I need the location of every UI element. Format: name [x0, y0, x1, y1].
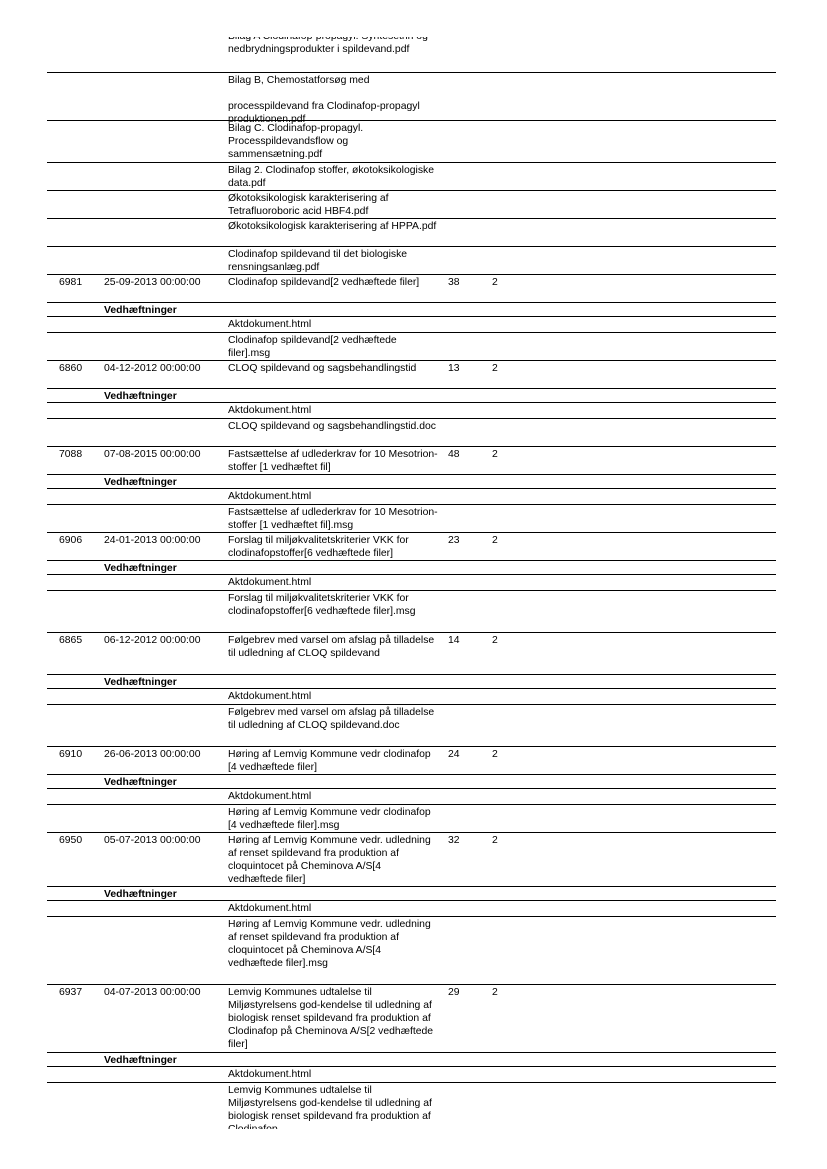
attachment-row [47, 592, 776, 634]
attachments-heading: Vedhæftninger [104, 1055, 177, 1066]
attachment-filename: Clodinafop spildevand[2 vedhæftede filer].msg [228, 335, 397, 359]
attachment-filename: Høring af Lemvig Kommune vedr. udledning af renset spildevand fra produktion af cloquintocet på Cheminova A/S[4 vedhæftede filer].msg [228, 919, 431, 969]
row-divider [47, 532, 776, 533]
row-divider [47, 474, 776, 475]
document-page-count: 29 [448, 987, 460, 998]
document-number: 2 [492, 987, 498, 998]
row-divider [47, 190, 776, 191]
attachments-header-row [47, 304, 776, 318]
attachment-row [47, 192, 776, 220]
attachment-row [47, 576, 776, 592]
attachment-row [47, 506, 776, 534]
attachment-row [47, 790, 776, 806]
document-number: 2 [492, 363, 498, 374]
row-divider [47, 832, 776, 833]
attachment-filename: Clodinafop spildevand til det biologiske rensningsanlæg.pdf [228, 249, 408, 273]
document-page-count: 48 [448, 449, 460, 460]
attachment-row [47, 902, 776, 918]
row-divider [47, 402, 776, 403]
attachments-header-row [47, 676, 776, 690]
attachment-filename: Aktdokument.html [228, 491, 312, 502]
row-divider [47, 332, 776, 333]
document-page-count: 13 [448, 363, 460, 374]
attachment-filename: Fastsættelse af udlederkrav for 10 Mesotrion-stoffer [1 vedhæftet fil].msg [228, 507, 438, 531]
document-id: 6860 [59, 363, 83, 374]
attachment-filename: Aktdokument.html [228, 405, 312, 416]
row-divider [47, 316, 776, 317]
document-title: Forslag til miljøkvalitetskriterier VKK for clodinafopstoffer[6 vedhæftede filer] [228, 535, 409, 559]
row-divider [47, 590, 776, 591]
document-id: 6950 [59, 835, 83, 846]
document-page-count: 32 [448, 835, 460, 846]
document-date: 04-07-2013 00:00:00 [104, 987, 201, 998]
row-divider [47, 886, 776, 887]
document-title: Følgebrev med varsel om afslag på tilladelse til udledning af CLOQ spildevand [228, 635, 435, 659]
attachment-filename: Lemvig Kommunes udtalelse til Miljøstyrelsens god-kendelse til udledning af biologisk renset spildevand fra produktion af [228, 1085, 432, 1122]
row-divider [47, 1066, 776, 1067]
row-divider [47, 360, 776, 361]
row-divider [47, 120, 776, 121]
attachments-heading: Vedhæftninger [104, 563, 177, 574]
document-date: 26-06-2013 00:00:00 [104, 749, 201, 760]
document-title: Lemvig Kommunes udtalelse til Miljøstyrelsens god-kendelse til udledning af biologisk renset spildevand fra produktion af Clodinafop på Cheminova A/S[2 vedhæftede filer] [228, 987, 434, 1050]
document-row [47, 834, 776, 888]
document-row [47, 448, 776, 476]
attachment-row [47, 690, 776, 706]
attachment-row [47, 490, 776, 506]
attachments-header-row [47, 1054, 776, 1068]
row-divider [47, 900, 776, 901]
attachment-row [47, 74, 776, 122]
document-date: 04-12-2012 00:00:00 [104, 363, 201, 374]
document-number: 2 [492, 449, 498, 460]
attachment-filename: Bilag C. Clodinafop-propagyl. Processpildevandsflow og sammensætning.pdf [228, 123, 364, 160]
document-row [47, 986, 776, 1054]
row-divider [47, 632, 776, 633]
document-date: 05-07-2013 00:00:00 [104, 835, 201, 846]
row-divider [47, 246, 776, 247]
document-id: 6981 [59, 277, 83, 288]
attachment-row [47, 334, 776, 362]
document-id: 6910 [59, 749, 83, 760]
document-number: 2 [492, 277, 498, 288]
attachment-filename: Aktdokument.html [228, 319, 312, 330]
document-title: CLOQ spildevand og sagsbehandlingstid [228, 363, 417, 374]
document-date: 07-08-2015 00:00:00 [104, 449, 201, 460]
document-page-count: 23 [448, 535, 460, 546]
page-bottom-cutoff [0, 1129, 827, 1169]
document-number: 2 [492, 835, 498, 846]
document-row [47, 634, 776, 676]
page-top-cutoff [0, 0, 827, 37]
attachment-filename: Aktdokument.html [228, 691, 312, 702]
document-title: Fastsættelse af udlederkrav for 10 Mesotrion-stoffer [1 vedhæftet fil] [228, 449, 438, 473]
attachments-heading: Vedhæftninger [104, 777, 177, 788]
attachments-header-row [47, 776, 776, 790]
row-divider [47, 704, 776, 705]
row-divider [47, 774, 776, 775]
attachment-row [47, 248, 776, 276]
document-row [47, 748, 776, 776]
attachment-filename: Aktdokument.html [228, 577, 312, 588]
document-date: 25-09-2013 00:00:00 [104, 277, 201, 288]
row-divider [47, 804, 776, 805]
document-title: Clodinafop spildevand[2 vedhæftede filer] [228, 277, 420, 288]
row-divider [47, 446, 776, 447]
document-row [47, 362, 776, 390]
document-date: 24-01-2013 00:00:00 [104, 535, 201, 546]
document-number: 2 [492, 635, 498, 646]
attachment-row [47, 164, 776, 192]
attachments-heading: Vedhæftninger [104, 305, 177, 316]
row-divider [47, 688, 776, 689]
attachment-row [47, 318, 776, 334]
attachments-heading: Vedhæftninger [104, 889, 177, 900]
row-divider [47, 418, 776, 419]
document-page-count: 38 [448, 277, 460, 288]
document-title: Høring af Lemvig Kommune vedr. udledning af renset spildevand fra produktion af cloquintocet på Cheminova A/S[4 vedhæftede filer] [228, 835, 431, 885]
document-page-count: 24 [448, 749, 460, 760]
attachment-filename: Høring af Lemvig Kommune vedr clodinafop [4 vedhæftede filer].msg [228, 807, 431, 831]
document-date: 06-12-2012 00:00:00 [104, 635, 201, 646]
attachments-header-row [47, 888, 776, 902]
document-number: 2 [492, 749, 498, 760]
attachment-row [47, 806, 776, 834]
row-divider [47, 488, 776, 489]
attachment-filename: Forslag til miljøkvalitetskriterier VKK for clodinafopstoffer[6 vedhæftede filer].msg [228, 593, 416, 617]
document-title: Høring af Lemvig Kommune vedr clodinafop [4 vedhæftede filer] [228, 749, 431, 773]
row-divider [47, 788, 776, 789]
attachment-row [47, 122, 776, 164]
row-divider [47, 1052, 776, 1053]
row-divider [47, 574, 776, 575]
attachment-filename: CLOQ spildevand og sagsbehandlingstid.doc [228, 421, 436, 432]
attachment-filename: Økotoksikologisk karakterisering af HPPA.pdf [228, 221, 437, 232]
document-id: 6906 [59, 535, 83, 546]
row-divider [47, 388, 776, 389]
attachments-header-row [47, 562, 776, 576]
attachment-row [47, 918, 776, 986]
attachment-filename: Følgebrev med varsel om afslag på tilladelse til udledning af CLOQ spildevand.doc [228, 707, 435, 731]
attachment-filename: Bilag 2. Clodinafop stoffer, økotoksikologiske data.pdf [228, 165, 435, 189]
row-divider [47, 746, 776, 747]
attachment-row [47, 706, 776, 748]
row-divider [47, 560, 776, 561]
row-divider [47, 302, 776, 303]
row-divider [47, 504, 776, 505]
attachments-heading: Vedhæftninger [104, 477, 177, 488]
attachments-header-row [47, 476, 776, 490]
attachment-filename: Aktdokument.html [228, 903, 312, 914]
row-divider [47, 916, 776, 917]
attachment-filename: Økotoksikologisk karakterisering af Tetrafluoroboric acid HBF4.pdf [228, 193, 389, 217]
attachment-row [47, 420, 776, 448]
document-id: 6937 [59, 987, 83, 998]
document-row [47, 276, 776, 304]
attachment-filename: nedbrydningsprodukter i spildevand.pdf [228, 44, 410, 55]
row-divider [47, 274, 776, 275]
attachment-filename: Aktdokument.html [228, 791, 312, 802]
row-divider [47, 218, 776, 219]
attachment-filename: Aktdokument.html [228, 1069, 312, 1080]
attachment-filename: Bilag B, Chemostatforsøg med processpildevand fra Clodinafop-propagyl [228, 75, 420, 112]
row-divider [47, 984, 776, 985]
document-id: 6865 [59, 635, 83, 646]
row-divider [47, 1082, 776, 1083]
attachment-row [47, 1068, 776, 1084]
attachment-row [47, 220, 776, 248]
attachments-heading: Vedhæftninger [104, 391, 177, 402]
document-page-count: 14 [448, 635, 460, 646]
document-number: 2 [492, 535, 498, 546]
document-id: 7088 [59, 449, 83, 460]
attachments-header-row [47, 390, 776, 404]
attachments-heading: Vedhæftninger [104, 677, 177, 688]
document-row [47, 534, 776, 562]
row-divider [47, 674, 776, 675]
row-divider [47, 72, 776, 73]
attachment-row [47, 404, 776, 420]
row-divider [47, 162, 776, 163]
